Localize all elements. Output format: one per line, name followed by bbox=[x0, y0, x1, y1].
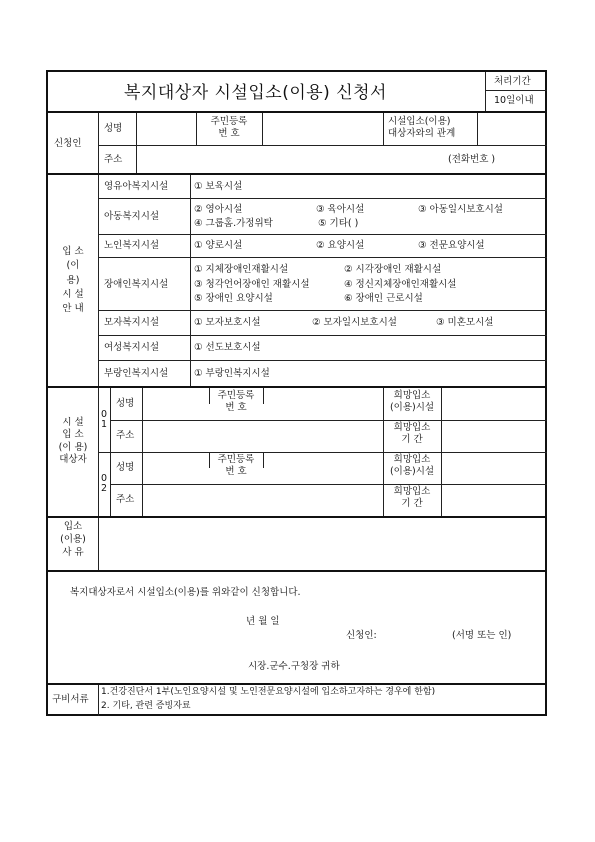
row-divider bbox=[110, 420, 547, 421]
declaration-addressee: 시장.군수.구청장 귀하 bbox=[248, 661, 340, 672]
category-item: ⑤ 장애인 요양시설 bbox=[194, 293, 273, 304]
row-divider bbox=[98, 234, 547, 235]
declaration-sign: (서명 또는 인) bbox=[452, 630, 512, 641]
section-divider bbox=[48, 570, 547, 572]
section-divider bbox=[48, 683, 547, 685]
target-number: 0 1 bbox=[100, 409, 108, 431]
category-label: 장애인복지시설 bbox=[104, 279, 169, 290]
row-divider bbox=[98, 257, 547, 258]
category-item: ① 지체장애인재활시설 bbox=[194, 264, 289, 275]
category-label: 아동복지시설 bbox=[104, 211, 160, 222]
column-divider bbox=[98, 175, 99, 386]
category-item: ② 시각장애인 재활시설 bbox=[344, 264, 442, 275]
section-divider bbox=[48, 173, 547, 175]
category-label: 모자복지시설 bbox=[104, 317, 160, 328]
target-number: 0 2 bbox=[100, 473, 108, 495]
category-item: ③ 아동일시보호시설 bbox=[418, 204, 503, 215]
category-item: ① 보육시설 bbox=[194, 181, 243, 192]
target-period-label: 희망입소 기 간 bbox=[393, 486, 431, 509]
category-label: 영유아복지시설 bbox=[104, 181, 169, 192]
category-label: 여성복지시설 bbox=[104, 342, 160, 353]
processing-divider bbox=[485, 72, 486, 111]
column-divider bbox=[263, 388, 264, 404]
category-item: ③ 전문요양시설 bbox=[418, 240, 485, 251]
row-divider bbox=[98, 335, 547, 336]
target-resident-no-label: 주민등록 번 호 bbox=[217, 454, 255, 477]
facility-guide-section-label: 입 소 (이 용) 시 설 안 내 bbox=[62, 246, 84, 314]
processing-period-value: 10일이내 bbox=[494, 95, 534, 106]
category-item: ② 요양시설 bbox=[316, 240, 365, 251]
section-divider bbox=[48, 516, 547, 518]
category-item: ③ 미혼모시설 bbox=[436, 317, 494, 328]
column-divider bbox=[98, 518, 99, 570]
applicant-section-label: 신청인 bbox=[54, 138, 82, 149]
category-item: ① 양로시설 bbox=[194, 240, 243, 251]
target-facility-label: 희망입소 (이용)시설 bbox=[389, 390, 435, 413]
category-item: ① 선도보호시설 bbox=[194, 342, 261, 353]
column-divider bbox=[190, 175, 191, 386]
category-label: 노인복지시설 bbox=[104, 240, 160, 251]
column-divider bbox=[477, 113, 478, 145]
target-period-label: 희망입소 기 간 bbox=[393, 422, 431, 445]
documents-item: 2. 기타, 관련 증빙자료 bbox=[101, 701, 191, 711]
column-divider bbox=[262, 113, 263, 145]
column-divider bbox=[98, 685, 99, 716]
target-name-label: 성명 bbox=[116, 398, 135, 409]
row-divider bbox=[98, 360, 547, 361]
row-divider bbox=[98, 310, 547, 311]
column-divider bbox=[383, 113, 384, 145]
documents-item: 1.건강진단서 1부(노인요양시설 및 노인전문요양시설에 입소하고자하는 경우에 한함) bbox=[101, 687, 436, 697]
category-item: ③ 육아시설 bbox=[316, 204, 365, 215]
declaration-applicant-label: 신청인: bbox=[346, 630, 377, 641]
category-item: ① 모자보호시설 bbox=[194, 317, 261, 328]
applicant-phone: (전화번호 ) bbox=[448, 154, 496, 165]
category-label: 부랑인복지시설 bbox=[104, 368, 169, 379]
applicant-name-label: 성명 bbox=[104, 123, 123, 134]
target-facility-label: 희망입소 (이용)시설 bbox=[389, 454, 435, 477]
column-divider bbox=[98, 113, 99, 174]
applicant-resident-no-label: 주민등록 번 호 bbox=[210, 116, 248, 139]
category-item: ⑤ 기타( ) bbox=[318, 218, 359, 229]
applicant-address-label: 주소 bbox=[104, 154, 123, 165]
reason-label: 입소 (이용) 사 유 bbox=[60, 521, 86, 558]
section-divider bbox=[48, 386, 547, 388]
target-address-label: 주소 bbox=[116, 430, 135, 441]
section-divider bbox=[48, 111, 547, 113]
category-item: ⑥ 장애인 근로시설 bbox=[344, 293, 423, 304]
target-address-label: 주소 bbox=[116, 494, 135, 505]
target-resident-no-label: 주민등록 번 호 bbox=[217, 390, 255, 413]
row-divider bbox=[98, 198, 547, 199]
application-form bbox=[46, 70, 547, 716]
target-section-label: 시 설 입 소 (이 용) 대상자 bbox=[58, 417, 88, 466]
column-divider bbox=[136, 113, 137, 174]
category-item: ② 모자일시보호시설 bbox=[312, 317, 397, 328]
category-item: ④ 그룹홈.가정위탁 bbox=[194, 218, 273, 229]
category-item: ④ 정신지체장애인재활시설 bbox=[344, 279, 457, 290]
declaration-text: 복지대상자로서 시설입소(이용)를 위와같이 신청합니다. bbox=[70, 587, 301, 598]
target-name-label: 성명 bbox=[116, 462, 135, 473]
row-divider bbox=[98, 452, 547, 453]
row-divider bbox=[110, 484, 547, 485]
column-divider bbox=[263, 452, 264, 468]
row-divider bbox=[98, 145, 547, 146]
form-title: 복지대상자 시설입소(이용) 신청서 bbox=[124, 83, 387, 103]
category-item: ② 영아시설 bbox=[194, 204, 243, 215]
category-item: ① 부랑인복지시설 bbox=[194, 368, 270, 379]
declaration-date: 년 월 일 bbox=[246, 616, 280, 627]
processing-period-label: 처리기간 bbox=[494, 76, 531, 87]
applicant-relation-label: 시설입소(이용) 대상자와의 관계 bbox=[388, 116, 456, 139]
documents-label: 구비서류 bbox=[52, 694, 89, 705]
processing-divider bbox=[485, 90, 547, 91]
category-item: ③ 청각언어장애인 재활시설 bbox=[194, 279, 310, 290]
